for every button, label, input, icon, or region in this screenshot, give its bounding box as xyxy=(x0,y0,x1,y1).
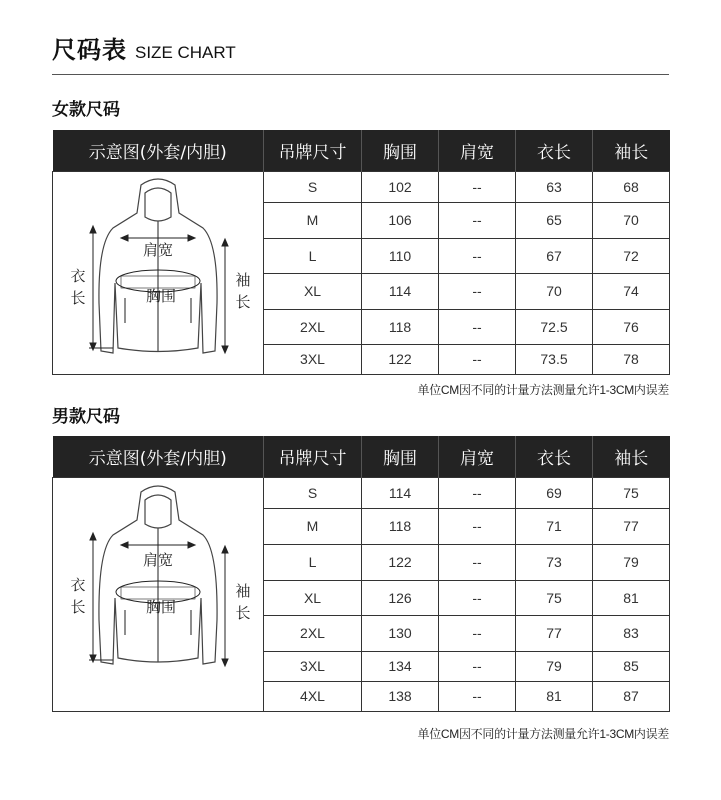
cell-size: L xyxy=(264,238,362,273)
sleeve-label-1: 袖 xyxy=(235,270,251,289)
header-chest: 胸围 xyxy=(362,130,439,171)
cell-chest: 130 xyxy=(362,615,439,651)
cell-sleeve: 74 xyxy=(593,273,670,309)
cell-length: 77 xyxy=(516,615,593,651)
cell-chest: 110 xyxy=(362,238,439,273)
women-measurement-note: 单位CM因不同的计量方法测量允许1-3CM内误差 xyxy=(417,383,669,397)
header-sleeve: 袖长 xyxy=(593,436,670,477)
sleeve-label-1: 袖 xyxy=(235,582,251,600)
cell-shoulder: -- xyxy=(439,171,516,202)
cell-shoulder: -- xyxy=(439,238,516,273)
header-diagram: 示意图(外套/内胆) xyxy=(53,130,264,171)
cell-length: 65 xyxy=(516,202,593,238)
cell-sleeve: 83 xyxy=(593,615,670,651)
table-header-row xyxy=(53,130,670,171)
header-divider xyxy=(52,74,669,75)
cell-length: 72.5 xyxy=(516,309,593,344)
header-length: 衣长 xyxy=(516,130,593,171)
cell-shoulder: -- xyxy=(439,202,516,238)
sleeve-label-2: 长 xyxy=(235,604,251,622)
cell-sleeve: 81 xyxy=(593,580,670,615)
cell-shoulder: -- xyxy=(439,615,516,651)
length-label-1: 衣 xyxy=(70,266,86,285)
chest-label: 胸围 xyxy=(145,598,177,616)
cell-sleeve: 70 xyxy=(593,202,670,238)
page-subtitle: SIZE CHART xyxy=(135,43,236,62)
cell-shoulder: -- xyxy=(439,544,516,580)
header-chest: 胸围 xyxy=(362,436,439,477)
cell-sleeve: 77 xyxy=(593,508,670,544)
cell-sleeve: 75 xyxy=(593,477,670,508)
header-shoulder: 肩宽 xyxy=(439,130,516,171)
shoulder-label: 肩宽 xyxy=(142,551,174,569)
women-size-table xyxy=(52,130,670,375)
cell-chest: 122 xyxy=(362,344,439,374)
chest-label: 胸围 xyxy=(145,286,177,305)
cell-chest: 102 xyxy=(362,171,439,202)
men-size-table xyxy=(52,436,670,712)
header-shoulder: 肩宽 xyxy=(439,436,516,477)
women-diagram xyxy=(53,171,264,374)
page-title: 尺码表 xyxy=(52,36,127,64)
cell-size: M xyxy=(264,202,362,238)
length-label-2: 长 xyxy=(70,598,86,616)
cell-length: 79 xyxy=(516,651,593,681)
cell-size: XL xyxy=(264,580,362,615)
shoulder-label: 肩宽 xyxy=(142,240,174,259)
cell-shoulder: -- xyxy=(439,273,516,309)
table-row xyxy=(53,477,670,508)
cell-chest: 118 xyxy=(362,508,439,544)
men-diagram xyxy=(53,477,264,711)
table-row xyxy=(53,171,670,202)
header-sleeve: 袖长 xyxy=(593,130,670,171)
cell-size: M xyxy=(264,508,362,544)
cell-chest: 106 xyxy=(362,202,439,238)
cell-size: 2XL xyxy=(264,309,362,344)
sleeve-label-2: 长 xyxy=(235,292,251,311)
cell-chest: 114 xyxy=(362,273,439,309)
cell-size: S xyxy=(264,171,362,202)
cell-size: 3XL xyxy=(264,651,362,681)
header-tag-size: 吊牌尺寸 xyxy=(264,436,362,477)
cell-chest: 138 xyxy=(362,681,439,711)
cell-sleeve: 87 xyxy=(593,681,670,711)
cell-chest: 114 xyxy=(362,477,439,508)
cell-length: 69 xyxy=(516,477,593,508)
cell-shoulder: -- xyxy=(439,309,516,344)
header-diagram: 示意图(外套/内胆) xyxy=(53,436,264,477)
cell-shoulder: -- xyxy=(439,477,516,508)
women-section-title: 女款尺码 xyxy=(52,100,120,120)
cell-size: L xyxy=(264,544,362,580)
cell-sleeve: 76 xyxy=(593,309,670,344)
cell-chest: 122 xyxy=(362,544,439,580)
cell-shoulder: -- xyxy=(439,580,516,615)
cell-sleeve: 72 xyxy=(593,238,670,273)
cell-length: 75 xyxy=(516,580,593,615)
cell-size: 2XL xyxy=(264,615,362,651)
header-length: 衣长 xyxy=(516,436,593,477)
cell-sleeve: 79 xyxy=(593,544,670,580)
length-label-1: 衣 xyxy=(70,576,86,594)
cell-sleeve: 78 xyxy=(593,344,670,374)
jacket-diagram xyxy=(53,480,264,708)
cell-shoulder: -- xyxy=(439,681,516,711)
cell-shoulder: -- xyxy=(439,344,516,374)
header-tag-size: 吊牌尺寸 xyxy=(264,130,362,171)
cell-sleeve: 68 xyxy=(593,171,670,202)
men-measurement-note: 单位CM因不同的计量方法测量允许1-3CM内误差 xyxy=(417,727,669,741)
cell-length: 70 xyxy=(516,273,593,309)
cell-chest: 134 xyxy=(362,651,439,681)
table-header-row xyxy=(53,436,670,477)
men-section-title: 男款尺码 xyxy=(52,407,120,427)
cell-length: 63 xyxy=(516,171,593,202)
cell-length: 73 xyxy=(516,544,593,580)
page-header xyxy=(52,30,236,65)
cell-size: XL xyxy=(264,273,362,309)
cell-sleeve: 85 xyxy=(593,651,670,681)
length-label-2: 长 xyxy=(70,288,86,307)
cell-shoulder: -- xyxy=(439,508,516,544)
cell-chest: 118 xyxy=(362,309,439,344)
cell-length: 73.5 xyxy=(516,344,593,374)
jacket-diagram xyxy=(53,173,264,373)
cell-length: 67 xyxy=(516,238,593,273)
cell-shoulder: -- xyxy=(439,651,516,681)
cell-size: 4XL xyxy=(264,681,362,711)
cell-size: 3XL xyxy=(264,344,362,374)
cell-chest: 126 xyxy=(362,580,439,615)
cell-length: 71 xyxy=(516,508,593,544)
cell-size: S xyxy=(264,477,362,508)
cell-length: 81 xyxy=(516,681,593,711)
